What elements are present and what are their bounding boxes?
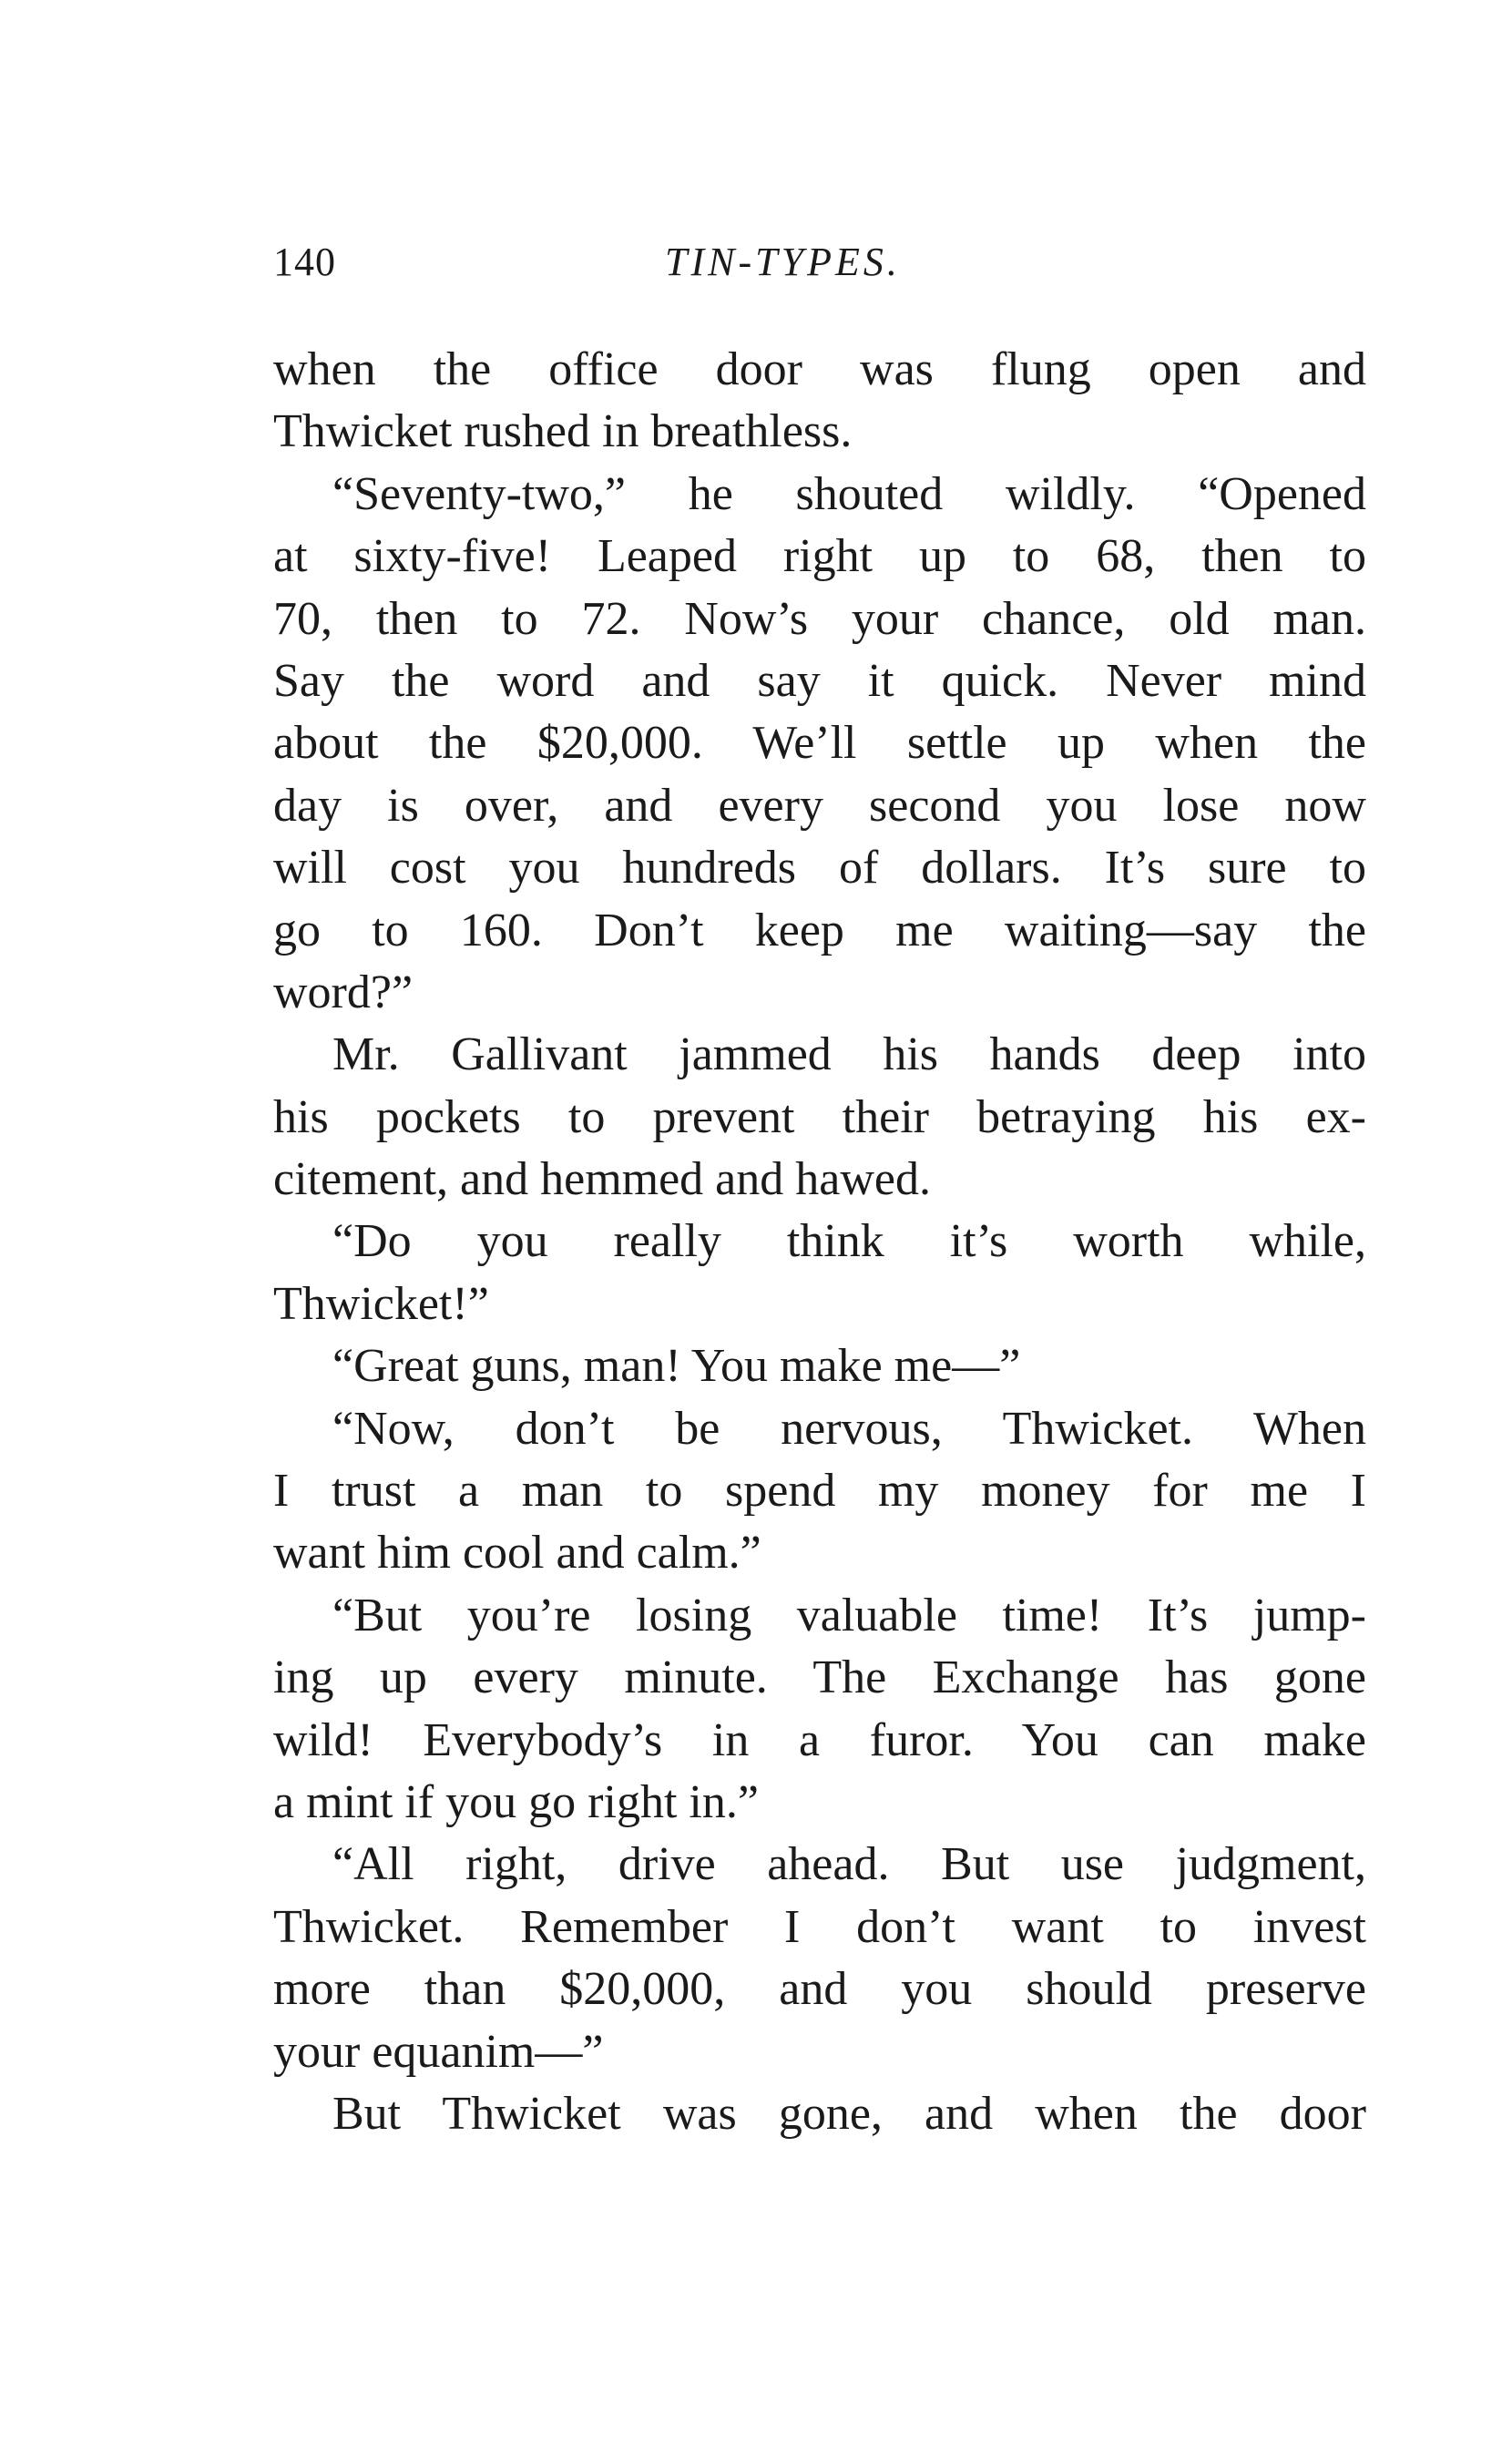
text-line: Thwicket!” [273, 1277, 489, 1330]
page-header [273, 239, 1366, 284]
text-line: when the office door was flung open and [273, 343, 1366, 395]
text-line: But Thwicket was gone, and when the door [332, 2087, 1366, 2140]
text-line: his pockets to prevent their betraying his ex- [273, 1090, 1366, 1143]
text-line: “But you’re losing valuable time! It’s jump- [332, 1589, 1366, 1641]
text-line: your equanim—” [273, 2025, 604, 2078]
text-line: at sixty-five! Leaped right up to 68, then to [273, 530, 1366, 583]
text-line: more than $20,000, and you should preserve [273, 1963, 1366, 2016]
text-line: wild! Everybody’s in a furor. You can make [273, 1713, 1366, 1766]
text-line: word?” [273, 966, 414, 1018]
text-line: want him cool and calm.” [273, 1527, 761, 1580]
page-number: 140 [273, 240, 336, 284]
text-line: about the $20,000. We’ll settle up when the [273, 717, 1366, 770]
text-line: Thwicket. Remember I don’t want to invest [273, 1900, 1366, 1953]
text-line: will cost you hundreds of dollars. It’s sure to [273, 842, 1366, 895]
text-line: a mint if you go right in.” [273, 1775, 759, 1828]
text-line: go to 160. Don’t keep me waiting—say the [273, 904, 1366, 956]
text-line: Say the word and say it quick. Never mind [273, 654, 1366, 707]
text-line: “Do you really think it’s worth while, [332, 1215, 1366, 1268]
body-text [273, 339, 1366, 2145]
text-line: I trust a man to spend my money for me I [273, 1465, 1366, 1518]
text-line: Thwicket rushed in breathless. [273, 405, 853, 458]
text-line: day is over, and every second you lose now [273, 779, 1366, 832]
text-line: “All right, drive ahead. But use judgment, [332, 1838, 1366, 1891]
text-line: “Seventy-two,” he shouted wildly. “Opened [332, 467, 1366, 520]
text-line: “Great guns, man! You make me—” [332, 1340, 1021, 1393]
text-line: 70, then to 72. Now’s your chance, old man. [273, 592, 1366, 645]
text-line: citement, and hemmed and hawed. [273, 1153, 931, 1206]
text-line: “Now, don’t be nervous, Thwicket. When [332, 1402, 1366, 1455]
text-line: ing up every minute. The Exchange has gone [273, 1651, 1366, 1704]
running-title: TIN-TYPES. [665, 240, 901, 284]
text-line: Mr. Gallivant jammed his hands deep into [332, 1028, 1366, 1081]
